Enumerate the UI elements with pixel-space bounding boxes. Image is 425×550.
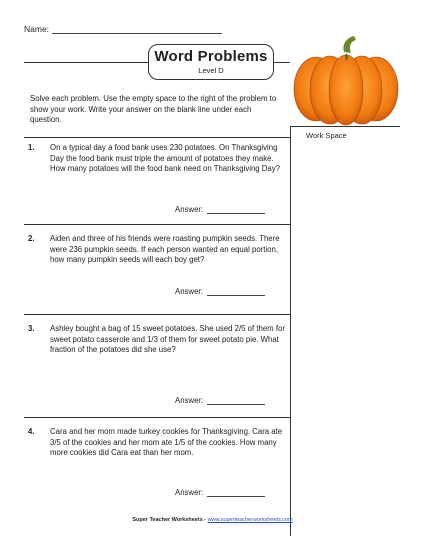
question-number: 1.: [28, 143, 35, 152]
footer: [0, 517, 425, 523]
question-divider: [24, 137, 290, 138]
workspace-top-rule: [290, 126, 400, 127]
page-subtitle: Level D: [198, 66, 224, 75]
workspace-label: Work Space: [306, 131, 347, 140]
title-rule-left: [24, 62, 148, 63]
answer-blank-line[interactable]: [207, 488, 265, 497]
answer-4: [175, 488, 265, 497]
pumpkin-icon: [290, 34, 402, 126]
question-4: [28, 427, 286, 459]
title-rule-right: [272, 62, 290, 63]
name-row: [24, 24, 222, 34]
name-blank-line[interactable]: [52, 24, 222, 34]
footer-brand: Super Teacher Worksheets: [132, 517, 203, 523]
question-text: Cara and her mom made turkey cookies for Thanksgiving. Cara ate 3/5 of the cookies and her mom ate 1/5 of the cookies. How many more cookies did Cara eat than her mom.: [50, 427, 283, 457]
page-title: Word Problems: [154, 48, 268, 65]
answer-label: Answer:: [175, 205, 204, 214]
question-2: [28, 234, 286, 266]
answer-label: Answer:: [175, 488, 204, 497]
footer-separator: -: [202, 517, 208, 523]
answer-blank-line[interactable]: [207, 205, 265, 214]
question-3: [28, 324, 286, 356]
footer-link[interactable]: www.superteacherworksheets.com: [207, 517, 293, 523]
question-1: [28, 143, 286, 175]
answer-2: [175, 287, 265, 296]
name-label: Name:: [24, 24, 50, 34]
answer-blank-line[interactable]: [207, 287, 265, 296]
instructions: Solve each problem. Use the empty space to the right of the problem to show your work. Write your answer on the blank line under each question.: [30, 94, 277, 124]
question-divider: [24, 417, 290, 418]
question-text: Ashley bought a bag of 15 sweet potatoes. She used 2/5 of them for sweet potato casserole and 1/3 of them for sweet potato pie. What fraction of the potatoes did she use?: [50, 324, 285, 354]
answer-1: [175, 205, 265, 214]
title-box: [148, 44, 274, 80]
question-number: 4.: [28, 427, 35, 436]
workspace-divider: [290, 126, 291, 536]
question-text: On a typical day a food bank uses 230 potatoes. On Thanksgiving Day the food bank must triple the amount of potatoes they make. How many potatoes will the food bank need on Thanksgiving Day?: [50, 143, 281, 173]
question-divider: [24, 314, 290, 315]
answer-3: [175, 396, 265, 405]
answer-blank-line[interactable]: [207, 396, 265, 405]
question-number: 2.: [28, 234, 35, 243]
answer-label: Answer:: [175, 287, 204, 296]
question-text: Aiden and three of his friends were roasting pumpkin seeds. There were 236 pumpkin seeds. If each person wanted an equal portion, how many pumpkin seeds will each boy get?: [50, 234, 280, 264]
answer-label: Answer:: [175, 396, 204, 405]
question-number: 3.: [28, 324, 35, 333]
question-divider: [24, 224, 290, 225]
